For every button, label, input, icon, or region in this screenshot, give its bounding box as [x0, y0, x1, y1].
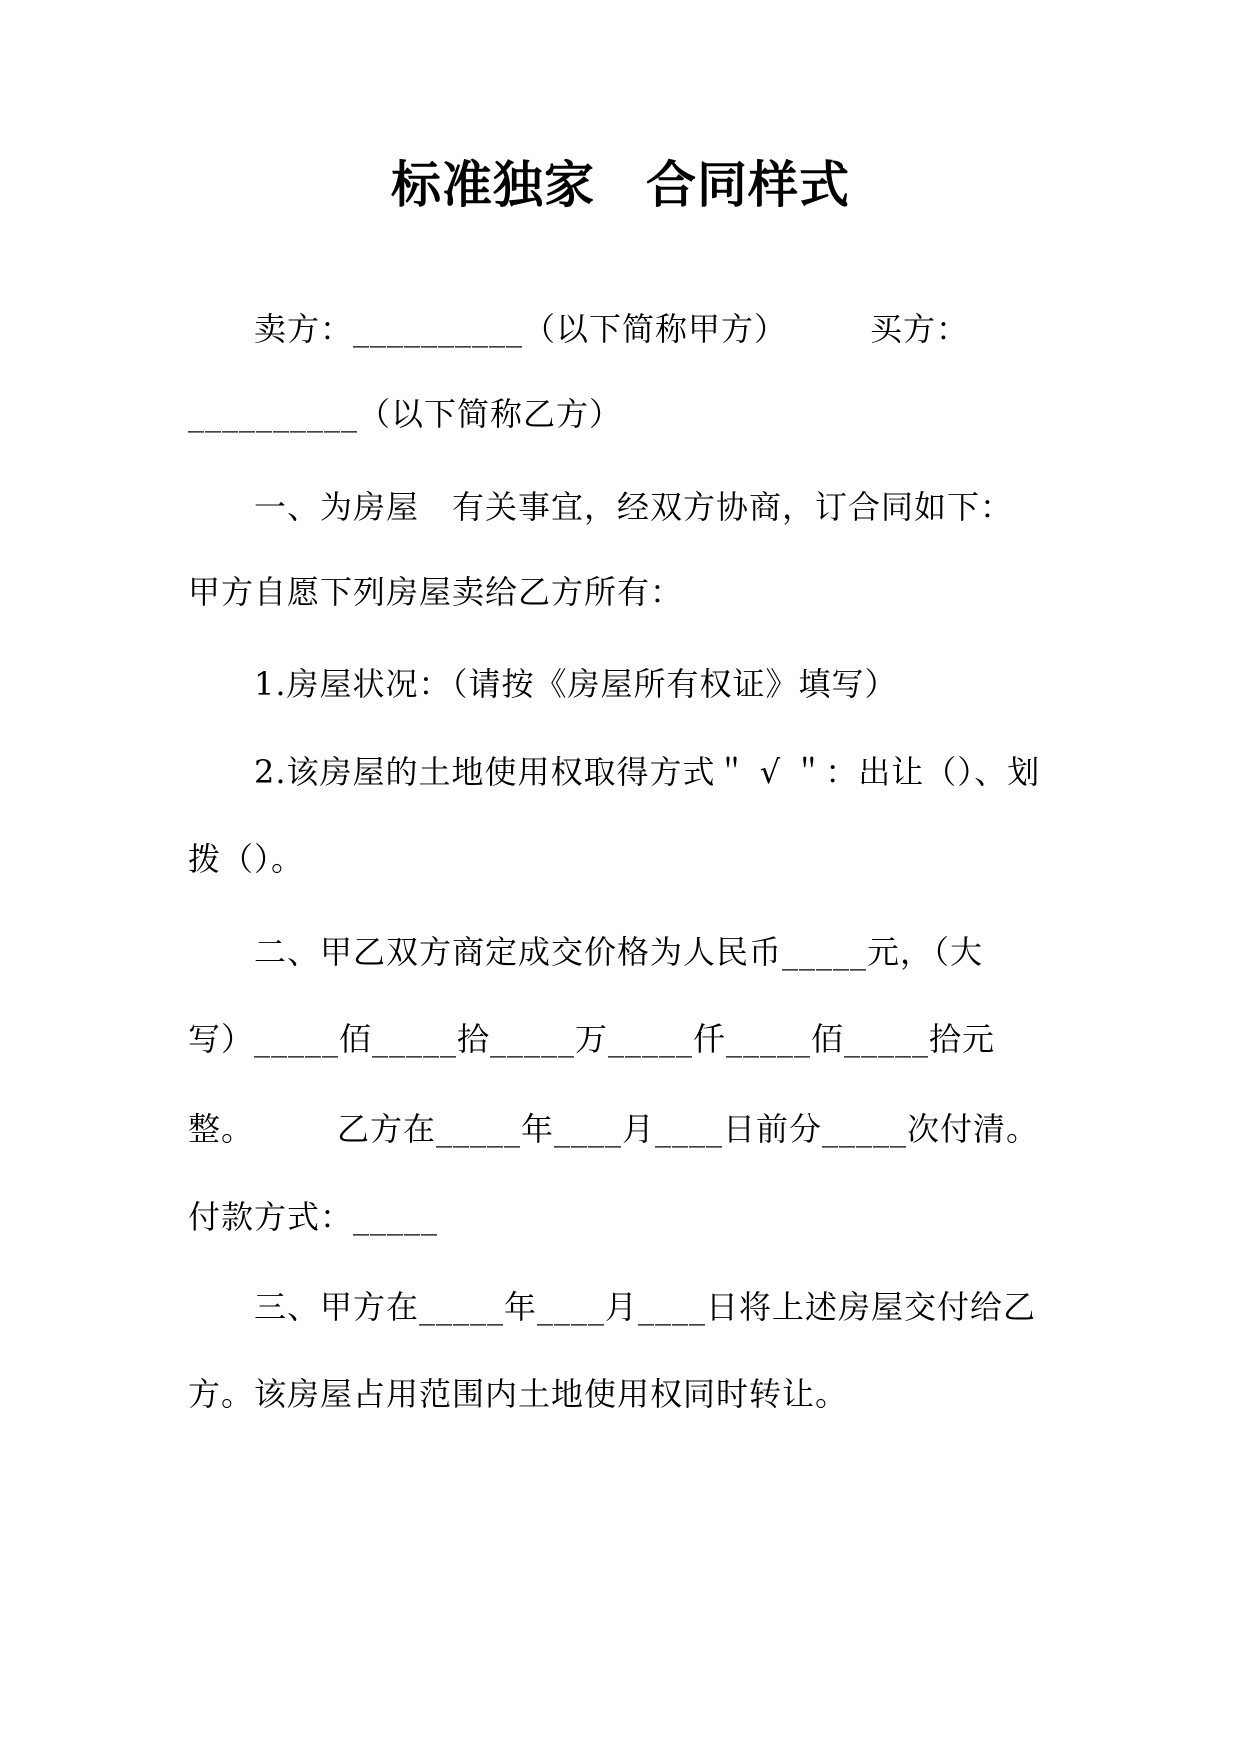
document-title: 标准独家 合同样式: [391, 155, 850, 214]
clause-three-delivery: 三、甲方在_____年____月____日将上述房屋交付给乙: [188, 1288, 1037, 1326]
item-two-continuation: 拨（）。: [188, 840, 305, 878]
item-two-land-use-right: 2.该房屋的土地使用权取得方式＂ √ ＂：出让（）、划: [188, 753, 1041, 791]
item-one-house-status: 1.房屋状况：（请按《房屋所有权证》填写）: [188, 665, 898, 703]
clause-two-payment-schedule: 整。 乙方在_____年____月____日前分_____次付清。: [188, 1110, 1040, 1148]
clause-two-amount-in-words: 写）_____佰_____拾_____万_____仟_____佰_____拾元: [188, 1020, 996, 1058]
clause-three-continuation: 方。该房屋占用范围内土地使用权同时转让。: [188, 1375, 849, 1413]
clause-two-payment-method: 付款方式：_____: [188, 1198, 439, 1236]
clause-one-sale-statement: 甲方自愿下列房屋卖给乙方所有：: [188, 573, 684, 611]
clause-one-intro: 一、为房屋 有关事宜，经双方协商，订合同如下：: [188, 488, 1014, 526]
clause-two-price: 二、甲乙双方商定成交价格为人民币_____元，（大: [188, 933, 984, 971]
buyer-continuation-line: __________（以下简称乙方）: [188, 395, 623, 433]
seller-buyer-line: 卖方：__________（以下简称甲方） 买方：: [188, 310, 970, 348]
